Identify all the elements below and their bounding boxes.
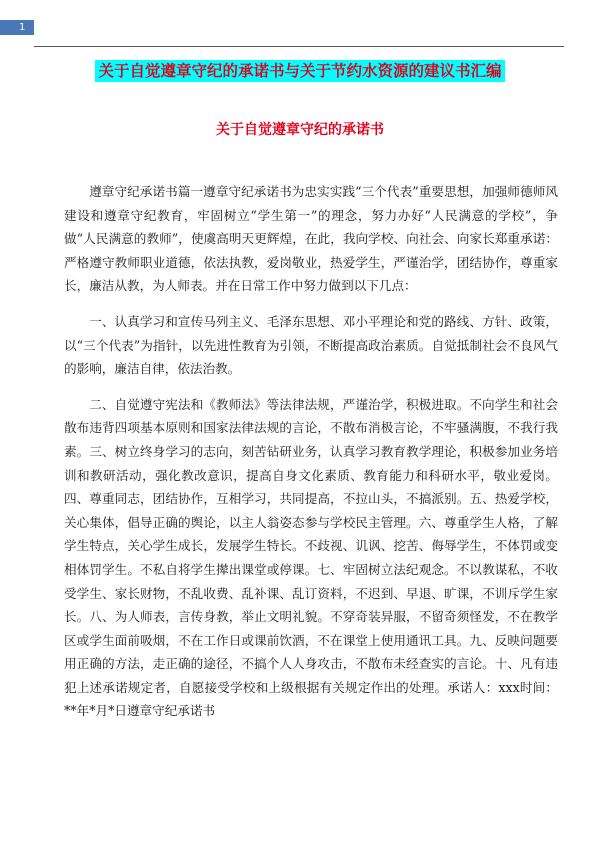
section-title: 关于自觉遵章守纪的承诺书 [216, 122, 384, 138]
body-paragraph: 遵章守纪承诺书篇一遵章守纪承诺书为忠实实践“三个代表”重要思想，加强师德师风建设和遵章守纪教育，牢固树立“学生第一”的理念，努力办好“人民满意的学校”，争做“人民满意的教师”，使虞高明天更辉煌，在此，我向学校、向社会、向家长郑重承诺：严格遵守教师职业道德，依法执教，爱岗敬业，热爱学生，严谨治学，团结协作，尊重家长，廉洁从教，为人师表。并在日常工作中努力做到以下几点： [64, 184, 558, 294]
document-title: 关于自觉遵章守纪的承诺书与关于节约水资源的建议书汇编 [95, 60, 504, 82]
document-title-container [0, 60, 600, 82]
body-paragraph: 一、认真学习和宣传马列主义、毛泽东思想、邓小平理论和党的路线、方针、政策，以“三个代表”为指针，以先进性教育为引领，不断提高政治素质。自觉抵制社会不良风气的影响，廉洁自律，依法治教。 [64, 313, 558, 377]
header-rule [34, 46, 564, 47]
page-number-badge: 1 [0, 20, 34, 35]
document-body [64, 180, 558, 723]
body-paragraph: 二、自觉遵守宪法和《教师法》等法律法规，严谨治学，积极进取。不向学生和社会散布违背四项基本原则和国家法律法规的言论，不散布消极言论，不牢骚满腹，不我行我素。三、树立终身学习的志向，刻苦钻研业务，认真学习教育教学理论，积极参加业务培训和教研活动，强化教改意识，提高自身文化素质、教育能力和科研水平，敬业爱岗。四、尊重同志，团结协作，互相学习，共同提高，不拉山头，不搞派别。五、热爱学校，关心集体，倡导正确的舆论，以主人翁姿态参与学校民主管理。六、尊重学生人格，了解学生特点，关心学生成长，发展学生特长。不歧视、讥讽、挖苦、侮辱学生，不体罚或变相体罚学生。不私自将学生撵出课堂或停课。七、牢固树立法纪观念。不以教谋私，不收受学生、家长财物，不乱收费、乱补课、乱订资料，不迟到、早退、旷课，不训斥学生家长。八、为人师表，言传身教，举止文明礼貌。不穿奇装异服，不留奇须怪发，不在教学区或学生面前吸烟，不在工作日或课前饮酒，不在课堂上使用通讯工具。九、反映问题要用正确的方法，走正确的途径，不搞个人人身攻击，不散布未经查实的言论。十、凡有违犯上述承诺规定者，自愿接受学校和上级根据有关规定作出的处理。承诺人：xxx时间：**年*月*日遵章守纪承诺书 [64, 396, 558, 719]
